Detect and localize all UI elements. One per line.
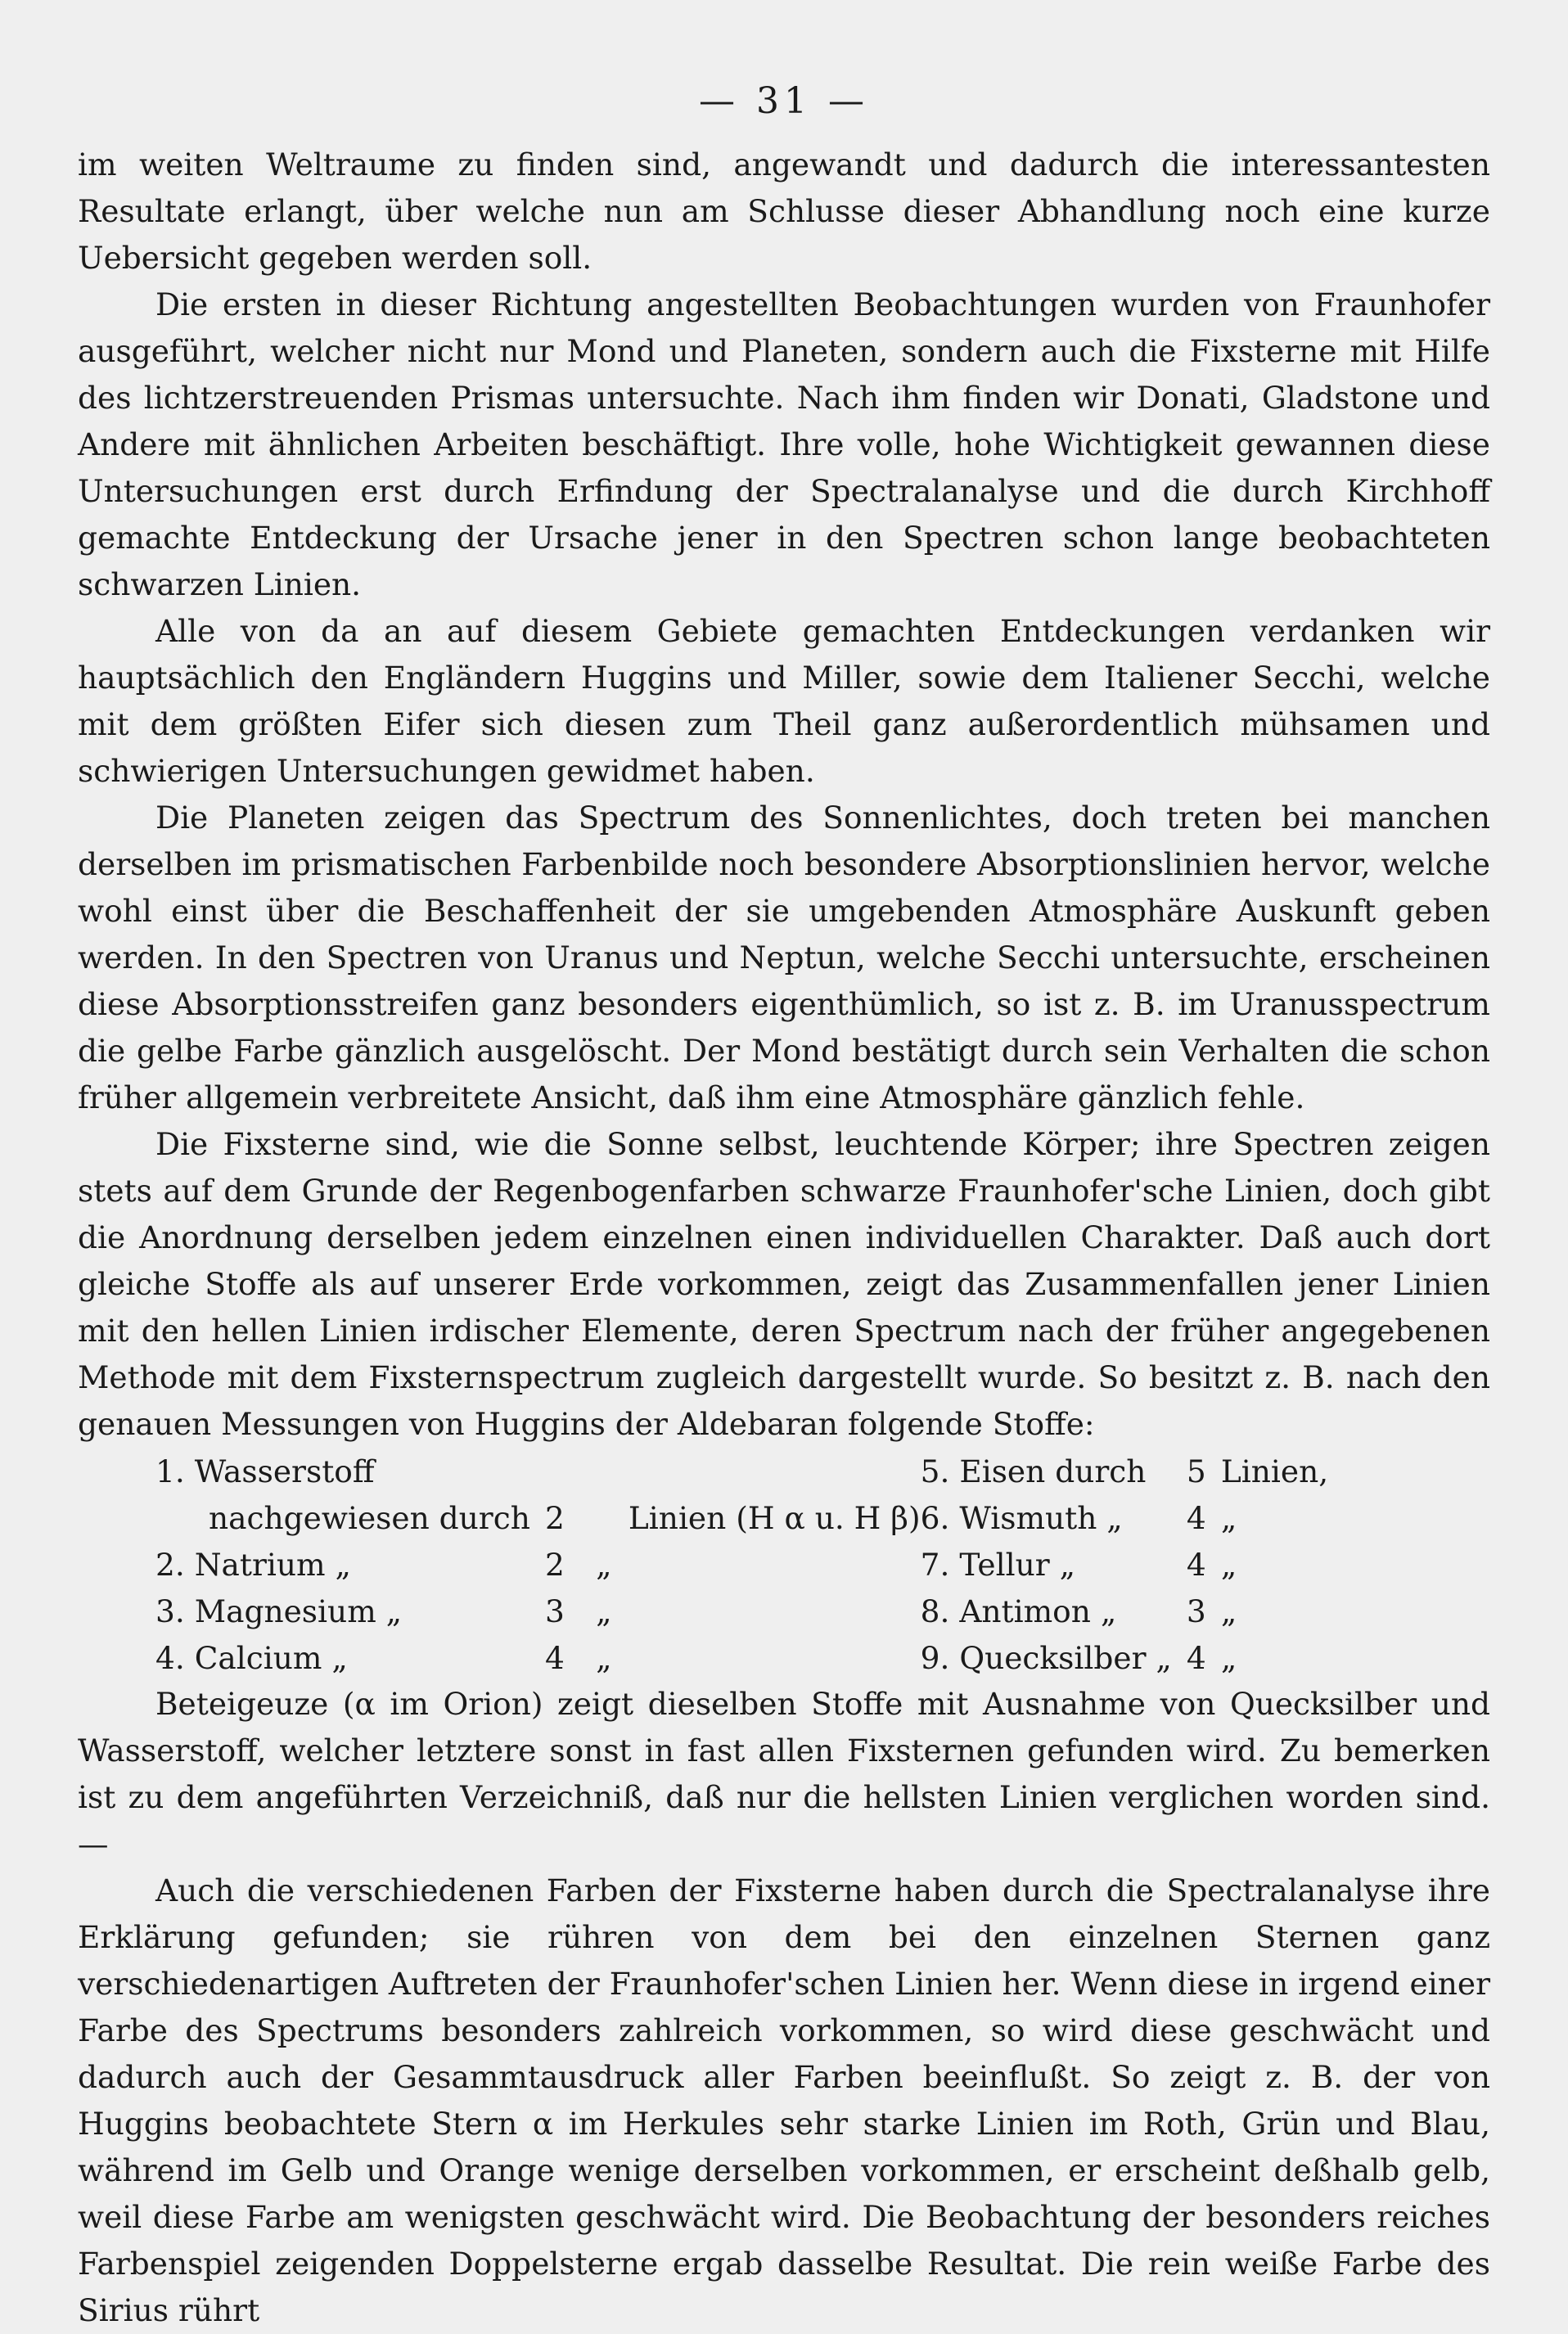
line-note xyxy=(629,1588,921,1634)
line-count: 4 xyxy=(544,1639,565,1676)
list-row xyxy=(155,1588,1328,1634)
line-count: 4 xyxy=(1186,1639,1206,1676)
element-name: 6. Wismuth „ xyxy=(920,1499,1123,1536)
line-count: 2 xyxy=(544,1499,565,1536)
line-note xyxy=(629,1448,921,1494)
line-note xyxy=(629,1541,921,1588)
line-count: 3 xyxy=(544,1593,565,1629)
line-note xyxy=(629,1634,921,1681)
element-name: 4. Calcium „ xyxy=(155,1639,348,1676)
ditto-mark: „ xyxy=(596,1593,612,1629)
line-count: 5 xyxy=(1186,1453,1206,1489)
line-count: 2 xyxy=(544,1546,565,1583)
element-name: 1. Wasserstoff xyxy=(155,1453,375,1489)
paragraph: im weiten Weltraume zu finden sind, angewandt und dadurch die interessantesten Resultate erlangt, über welche nun am Schlusse dieser Abhandlung noch eine kurze Uebersicht gegeben werden soll. xyxy=(78,146,1490,276)
paragraph: Die Planeten zeigen das Spectrum des Sonnenlichtes, doch treten bei manchen derselben im prismatischen Farbenbilde noch besondere Absorptionslinien hervor, welche wohl einst über die Beschaffenheit der sie umgebenden Atmosphäre Auskunft geben werden. In den Spectren von Uranus und Neptun, welche Secchi untersuchte, erscheinen diese Absorptionsstreifen ganz besonders eigenthümlich, so ist z. B. im Uranusspectrum die gelbe Farbe gänzlich ausgelöscht. Der Mond bestätigt durch sein Verhalten die schon früher allgemein verbreitete Ansicht, daß ihm eine Atmosphäre gänzlich fehle. xyxy=(78,800,1490,1115)
ditto-mark: Linien, xyxy=(1220,1453,1329,1489)
paragraph: Alle von da an auf diesem Gebiete gemachten Entdeckungen verdanken wir hauptsächlich den Engländern Huggins und Miller, sowie dem Italiener Secchi, welche mit dem größten Eifer sich diesen zum Theil ganz außerordentlich mühsamen und schwierigen Untersuchungen gewidmet haben. xyxy=(78,613,1490,789)
ditto-mark: „ xyxy=(596,1546,612,1583)
list-row xyxy=(155,1634,1328,1681)
ditto-mark: „ xyxy=(1220,1593,1237,1629)
ditto-mark: „ xyxy=(1220,1639,1237,1676)
paragraph: Die Fixsterne sind, wie die Sonne selbst, leuchtende Körper; ihre Spectren zeigen stets auf dem Grunde der Regenbogenfarben schwarze Fraunhofer'sche Linien, doch gibt die Anordnung derselben jedem einzelnen einen individuellen Charakter. Daß auch dort gleiche Stoffe als auf unserer Erde vorkommen, zeigt das Zusammenfallen jener Linien mit den hellen Linien irdischer Elemente, deren Spectrum nach der früher angegebenen Methode mit dem Fixsternspectrum zugleich dargestellt wurde. So besitzt z. B. nach den genauen Messungen von Huggins der Aldebaran folgende Stoffe: xyxy=(78,1126,1490,1442)
element-name: 7. Tellur „ xyxy=(920,1546,1076,1583)
list-row xyxy=(155,1448,1328,1494)
ditto-mark: „ xyxy=(1220,1499,1237,1536)
ditto-mark: „ xyxy=(596,1639,612,1676)
page-number: — 31 — xyxy=(699,80,869,122)
paragraph: Beteigeuze (α im Orion) zeigt dieselben Stoffe mit Ausnahme von Quecksilber und Wasserstoff, welcher letztere sonst in fast allen Fixsternen gefunden wird. Zu bemerken ist zu dem angeführten Verzeichniß, daß nur die hellsten Linien verglichen worden sind. — xyxy=(78,1686,1490,1862)
line-count: 3 xyxy=(1186,1593,1206,1629)
line-note: Linien (H α u. H β) xyxy=(628,1499,921,1536)
body-text xyxy=(78,142,1490,2334)
paragraph: Die ersten in dieser Richtung angestellten Beobachtungen wurden von Fraunhofer ausgeführt, welcher nicht nur Mond und Planeten, sondern auch die Fixsterne mit Hilfe des lichtzerstreuenden Prismas untersuchte. Nach ihm finden wir Donati, Gladstone und Andere mit ähnlichen Arbeiten beschäftigt. Ihre volle, hohe Wichtigkeit gewannen diese Untersuchungen erst durch Erfindung der Spectralanalyse und die durch Kirchhoff gemachte Entdeckung der Ursache jener in den Spectren schon lange beobachteten schwarzen Linien. xyxy=(78,286,1490,602)
line-count: 4 xyxy=(1186,1546,1206,1583)
element-name: 5. Eisen durch xyxy=(920,1453,1147,1489)
element-name: 9. Quecksilber „ xyxy=(920,1639,1172,1676)
list-row xyxy=(155,1494,1328,1541)
element-name: nachgewiesen durch xyxy=(209,1499,530,1536)
ditto-mark xyxy=(579,1494,629,1541)
element-name: 8. Antimon „ xyxy=(920,1593,1117,1629)
line-count: 4 xyxy=(1186,1499,1206,1536)
paragraph: Auch die verschiedenen Farben der Fixsterne haben durch die Spectralanalyse ihre Erklärung gefunden; sie rühren von dem bei den einzelnen Sternen ganz verschiedenartigen Auftreten der Fraunhofer'schen Linien her. Wenn diese in irgend einer Farbe des Spectrums besonders zahlreich vorkommen, so wird diese geschwächt und dadurch auch der Gesammtausdruck aller Farben beeinflußt. So zeigt z. B. der von Huggins beobachtete Stern α im Herkules sehr starke Linien im Roth, Grün und Blau, während im Gelb und Orange wenige derselben vorkommen, er erscheint deßhalb gelb, weil diese Farbe am wenigsten geschwächt wird. Die Beobachtung der besonders reiches Farbenspiel zeigenden Doppelsterne ergab dasselbe Resultat. Die rein weiße Farbe des Sirius rührt xyxy=(78,1872,1490,2328)
ditto-mark xyxy=(579,1448,629,1494)
list-row xyxy=(155,1541,1328,1588)
line-count xyxy=(530,1448,579,1494)
element-name: 3. Magnesium „ xyxy=(155,1593,403,1629)
element-list xyxy=(155,1448,1328,1681)
element-name: 2. Natrium „ xyxy=(155,1546,351,1583)
ditto-mark: „ xyxy=(1220,1546,1237,1583)
